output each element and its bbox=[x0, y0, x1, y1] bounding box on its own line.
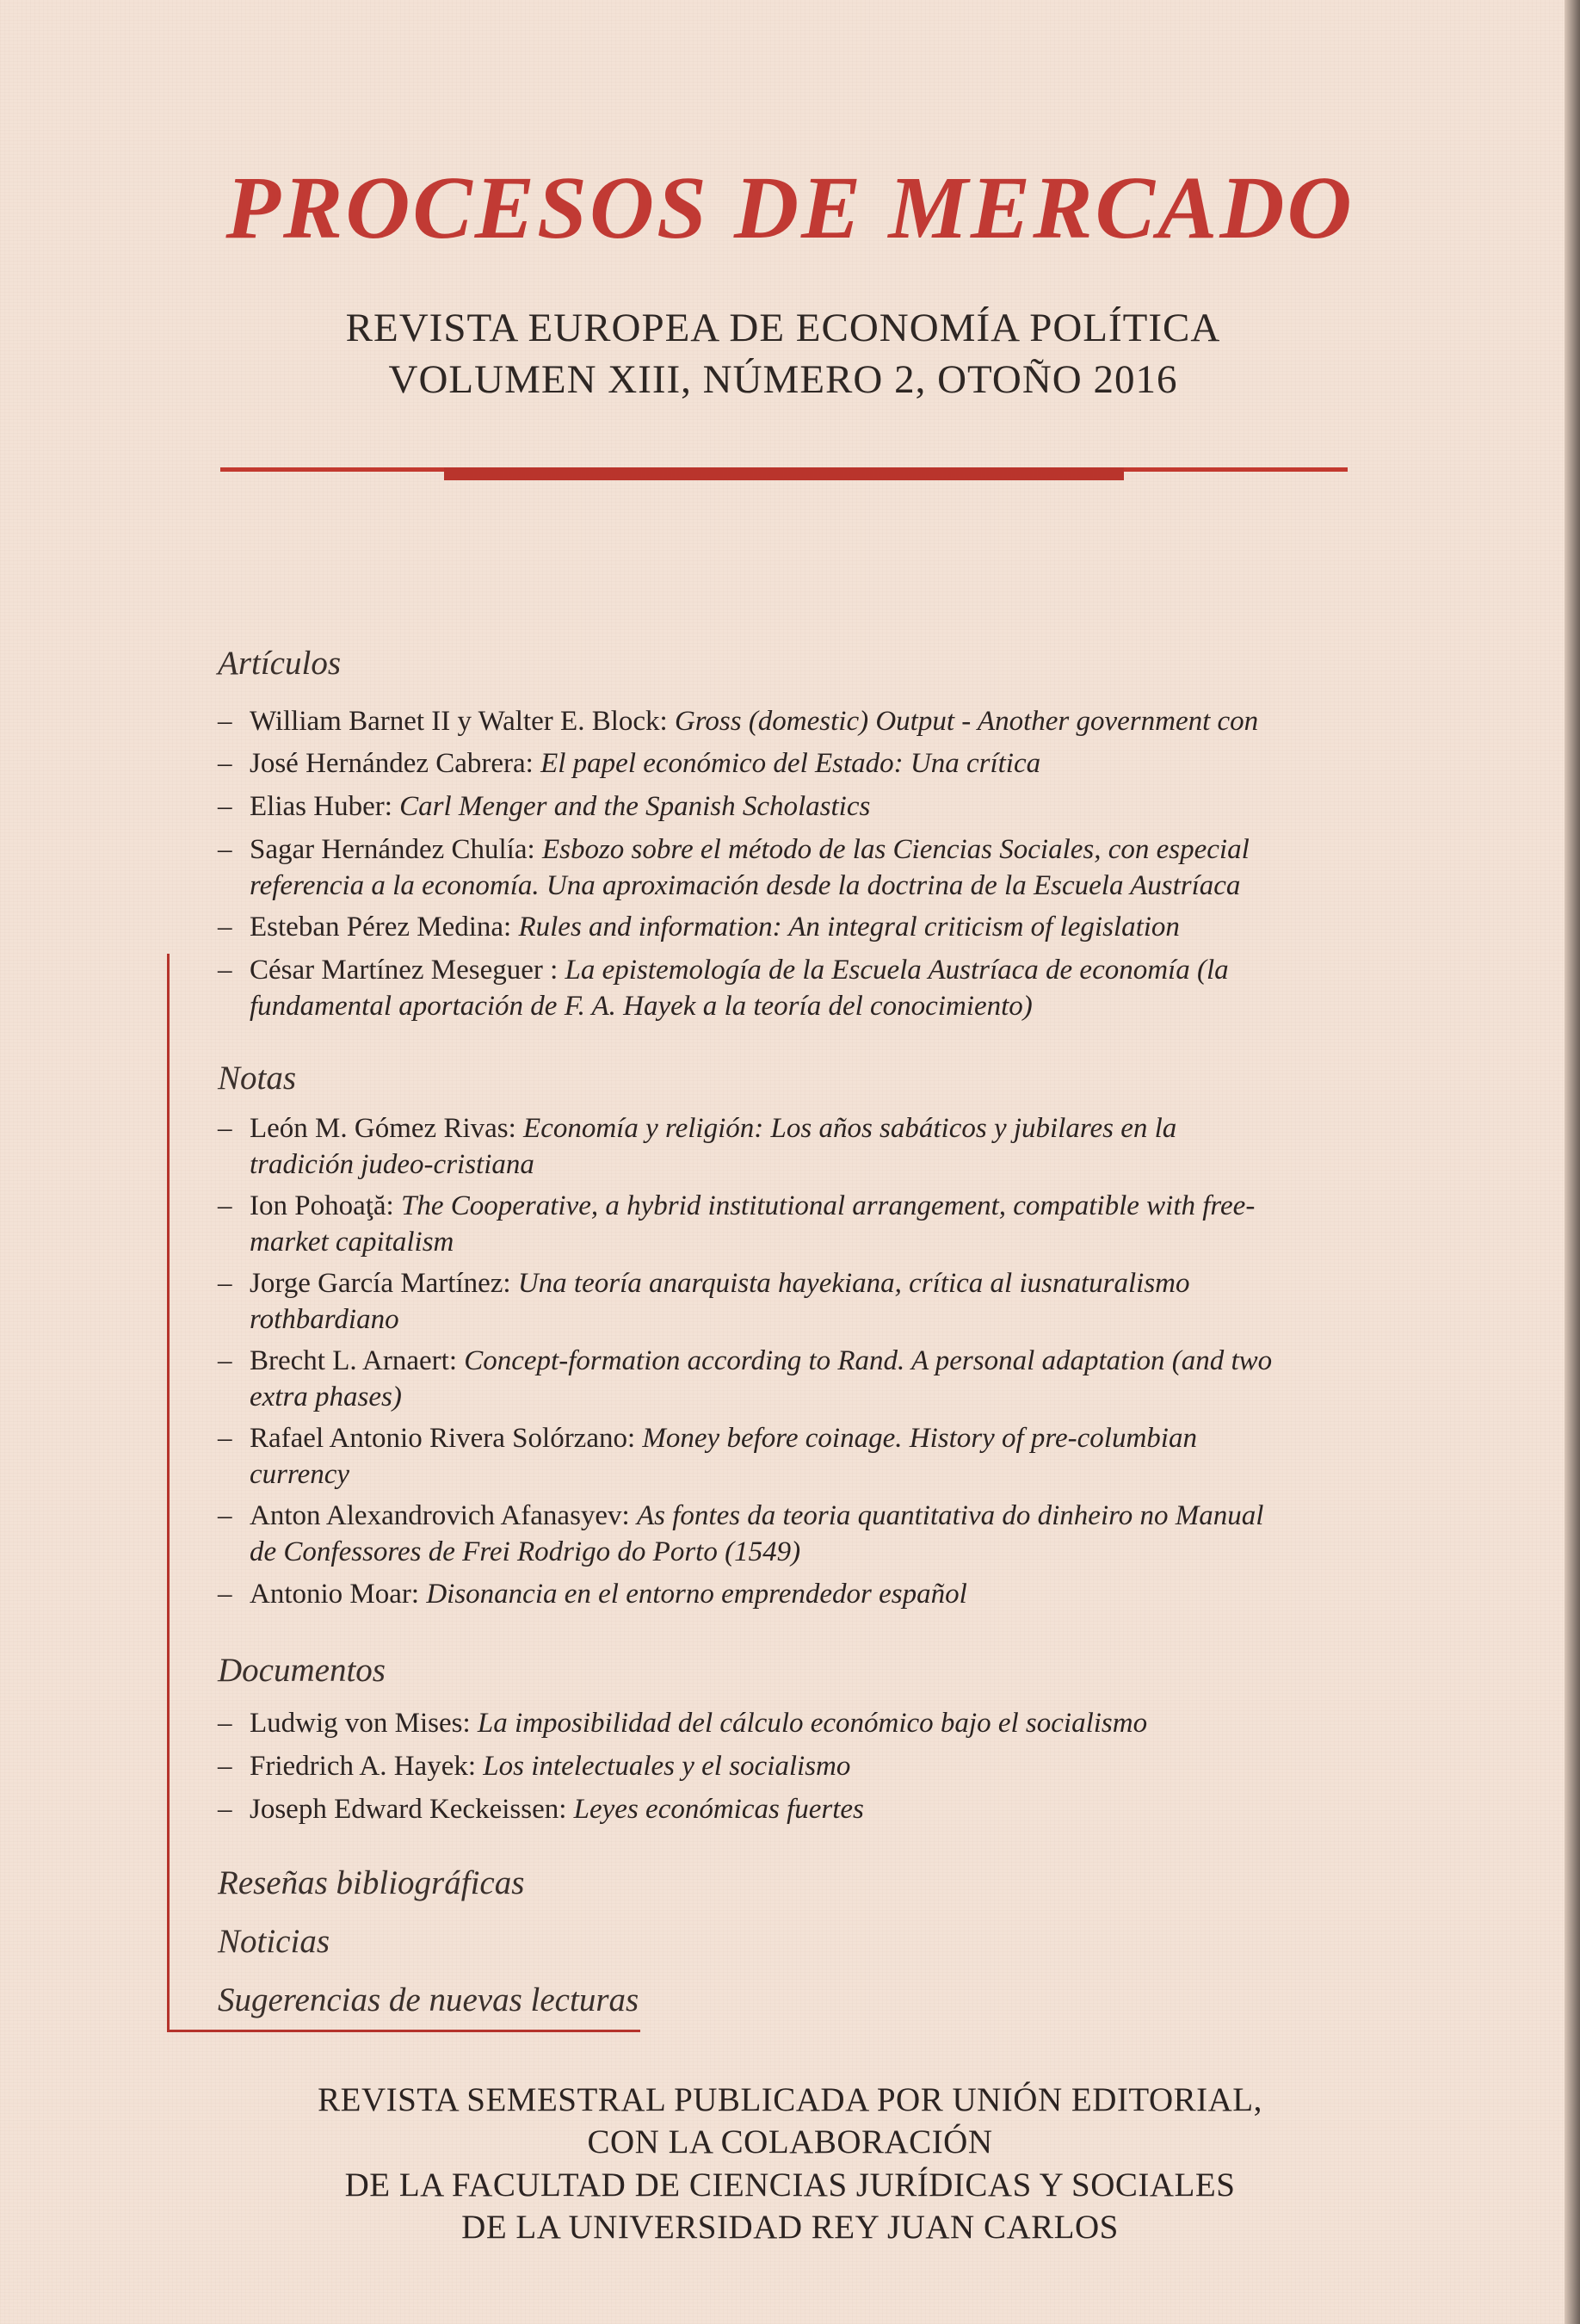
toc-entry bbox=[218, 1791, 1354, 1827]
toc-entry-body bbox=[250, 1705, 1354, 1741]
entry-title: Los intelectuales y el socialismo bbox=[483, 1751, 851, 1782]
toc-entry bbox=[218, 1576, 1354, 1612]
toc-entry-body bbox=[250, 1748, 1354, 1784]
entry-authors: Rafael Antonio Rivera Solórzano: bbox=[250, 1423, 636, 1454]
entry-title: Rules and information: An integral criticism of legislation bbox=[518, 912, 1180, 943]
section-heading-articulos: Artículos bbox=[218, 645, 341, 682]
dash: – bbox=[218, 1190, 232, 1221]
entry-title-cont: tradición judeo-cristiana bbox=[250, 1149, 534, 1180]
entry-title: Carl Menger and the Spanish Scholastics bbox=[399, 791, 871, 822]
entry-title: Concept-formation according to Rand. A personal adaptation (and two bbox=[464, 1345, 1273, 1376]
entry-title: Leyes económicas fuertes bbox=[573, 1794, 864, 1825]
dash: – bbox=[218, 791, 232, 822]
section-heading-sugerencias: Sugerencias de nuevas lecturas bbox=[218, 1981, 639, 2018]
entry-title: Disonancia en el entorno emprendedor español bbox=[426, 1579, 967, 1610]
section-heading-documentos: Documentos bbox=[218, 1652, 386, 1689]
toc-entry bbox=[218, 1705, 1354, 1741]
toc-entry-body bbox=[250, 1188, 1354, 1260]
entry-authors: Jorge García Martínez: bbox=[250, 1268, 511, 1299]
toc-entry bbox=[218, 909, 1354, 945]
toc-entry-body bbox=[250, 788, 1354, 825]
entry-authors: William Barnet II y Walter E. Block: bbox=[250, 706, 668, 737]
toc-entry bbox=[218, 703, 1354, 739]
toc-entry-body bbox=[250, 1265, 1354, 1338]
entry-title-cont: extra phases) bbox=[250, 1381, 402, 1412]
entry-authors: Elias Huber: bbox=[250, 791, 392, 822]
toc-entry-body bbox=[250, 1110, 1354, 1183]
entry-title: Money before coinage. History of pre-columbian bbox=[642, 1423, 1197, 1454]
dash: – bbox=[218, 912, 232, 943]
publisher-line-4: DE LA UNIVERSIDAD REY JUAN CARLOS bbox=[461, 2209, 1119, 2246]
entry-authors: Sagar Hernández Chulía: bbox=[250, 834, 535, 865]
dash: – bbox=[218, 1423, 232, 1454]
toc-entry bbox=[218, 1748, 1354, 1784]
journal-subtitle: REVISTA EUROPEA DE ECONOMÍA POLÍTICA bbox=[345, 306, 1221, 350]
entry-title: La epistemología de la Escuela Austríaca de economía (la bbox=[565, 955, 1229, 986]
entry-title: Esbozo sobre el método de las Ciencias Sociales, con especial bbox=[541, 834, 1250, 865]
red-margin-line bbox=[167, 954, 170, 2032]
publisher-line-3: DE LA FACULTAD DE CIENCIAS JURÍDICAS Y SOCIALES bbox=[344, 2166, 1236, 2203]
journal-title: PROCESOS DE MERCADO bbox=[225, 158, 1355, 257]
toc-entry-body bbox=[250, 703, 1354, 739]
entry-title: Gross (domestic) Output - Another government con bbox=[674, 706, 1259, 737]
entry-authors: Esteban Pérez Medina: bbox=[250, 912, 512, 943]
red-margin-underline bbox=[167, 2030, 640, 2032]
publisher-line-2: CON LA COLABORACIÓN bbox=[587, 2123, 993, 2160]
entry-authors: Anton Alexandrovich Afanasyev: bbox=[250, 1500, 630, 1531]
toc-entry-body bbox=[250, 952, 1354, 1024]
section-heading-notas: Notas bbox=[218, 1060, 297, 1097]
toc-entry bbox=[218, 788, 1354, 825]
toc-entry bbox=[218, 1265, 1354, 1338]
entry-authors: Joseph Edward Keckeissen: bbox=[250, 1794, 567, 1825]
entry-authors: Friedrich A. Hayek: bbox=[250, 1751, 477, 1782]
toc-entry bbox=[218, 745, 1354, 782]
entry-title-cont: rothbardiano bbox=[250, 1304, 399, 1335]
entry-title-cont: referencia a la economía. Una aproximación desde la doctrina de la Escuela Austríaca bbox=[250, 870, 1241, 901]
entry-authors: Antonio Moar: bbox=[250, 1579, 420, 1610]
entry-authors: César Martínez Meseguer : bbox=[250, 955, 559, 986]
dash: – bbox=[218, 706, 232, 737]
toc-entry-body bbox=[250, 1420, 1354, 1493]
entry-authors: Ion Pohoaţă: bbox=[250, 1190, 394, 1221]
toc-entry bbox=[218, 952, 1354, 1024]
dash: – bbox=[218, 1579, 232, 1610]
dash: – bbox=[218, 1268, 232, 1299]
toc-entry bbox=[218, 831, 1354, 904]
toc-entry bbox=[218, 1188, 1354, 1260]
toc-entry-body bbox=[250, 831, 1354, 904]
toc-entry bbox=[218, 1420, 1354, 1493]
section-heading-noticias: Noticias bbox=[218, 1923, 330, 1960]
entry-title: El papel económico del Estado: Una crítica bbox=[540, 748, 1041, 779]
entry-title-cont: market capitalism bbox=[250, 1227, 454, 1258]
dash: – bbox=[218, 1500, 232, 1531]
dash: – bbox=[218, 1113, 232, 1144]
publisher-line-1: REVISTA SEMESTRAL PUBLICADA POR UNIÓN EDITORIAL, bbox=[318, 2081, 1262, 2118]
entry-authors: León M. Gómez Rivas: bbox=[250, 1113, 516, 1144]
toc-entry-body bbox=[250, 1498, 1354, 1570]
toc-entry bbox=[218, 1498, 1354, 1570]
issue-info: VOLUMEN XIII, NÚMERO 2, OTOÑO 2016 bbox=[388, 357, 1178, 402]
dash: – bbox=[218, 748, 232, 779]
entry-authors: Brecht L. Arnaert: bbox=[250, 1345, 457, 1376]
dash: – bbox=[218, 834, 232, 865]
entry-authors: Ludwig von Mises: bbox=[250, 1708, 471, 1739]
entry-title-cont: fundamental aportación de F. A. Hayek a la teoría del conocimiento) bbox=[250, 991, 1033, 1022]
page-edge-shadow bbox=[1565, 0, 1580, 2324]
entry-title-cont: de Confessores de Frei Rodrigo do Porto (1549) bbox=[250, 1536, 801, 1567]
entry-title-cont: currency bbox=[250, 1459, 350, 1490]
section-heading-resenas: Reseñas bibliográficas bbox=[218, 1864, 525, 1901]
toc-entry-body bbox=[250, 1791, 1354, 1827]
dash: – bbox=[218, 1751, 232, 1782]
dash: – bbox=[218, 1345, 232, 1376]
toc-entry-body bbox=[250, 909, 1354, 945]
dash: – bbox=[218, 1708, 232, 1739]
dash: – bbox=[218, 955, 232, 986]
toc-entry bbox=[218, 1343, 1354, 1415]
entry-title: Una teoría anarquista hayekiana, crítica al iusnaturalismo bbox=[517, 1268, 1190, 1299]
entry-title: La imposibilidad del cálculo económico bajo el socialismo bbox=[477, 1708, 1148, 1739]
entry-authors: José Hernández Cabrera: bbox=[250, 748, 534, 779]
toc-entry-body bbox=[250, 1576, 1354, 1612]
toc-entry bbox=[218, 1110, 1354, 1183]
entry-title: As fontes da teoria quantitativa do dinheiro no Manual bbox=[636, 1500, 1264, 1531]
toc-entry-body bbox=[250, 745, 1354, 782]
entry-title: The Cooperative, a hybrid institutional arrangement, compatible with free- bbox=[400, 1190, 1256, 1221]
divider-thick bbox=[444, 467, 1124, 480]
dash: – bbox=[218, 1794, 232, 1825]
toc-entry-body bbox=[250, 1343, 1354, 1415]
entry-title: Economía y religión: Los años sabáticos y jubilares en la bbox=[523, 1113, 1177, 1144]
